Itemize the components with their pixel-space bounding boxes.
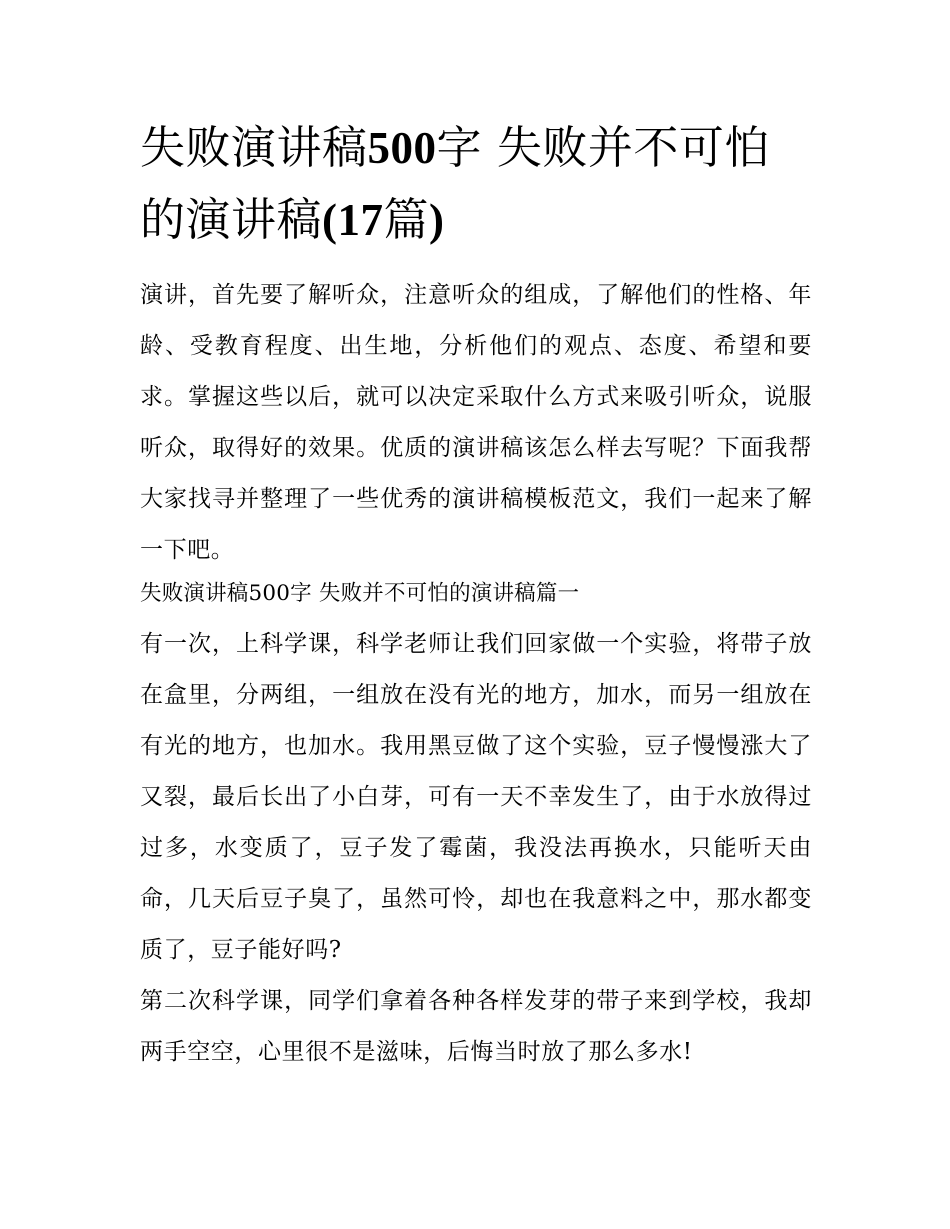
body-paragraph-2: 第二次科学课，同学们拿着各种各样发芽的带子来到学校，我却两手空空，心里很不是滋味，后悔当时放了那么多水! bbox=[140, 988, 812, 1065]
intro-paragraph: 演讲，首先要了解听众，注意听众的组成，了解他们的性格、年龄、受教育程度、出生地，分析他们的观点、态度、希望和要求。掌握这些以后，就可以决定采取什么方式来吸引听众，说服听众，取得好的效果。优质的演讲稿该怎么样去写呢？下面我帮大家找寻并整理了一些优秀的演讲稿模板范文，我们一起来了解一下吧。 bbox=[140, 282, 812, 563]
section-heading: 失败演讲稿500字 失败并不可怕的演讲稿篇一 bbox=[140, 581, 580, 606]
document-body bbox=[140, 112, 812, 1078]
body-paragraph-1: 有一次，上科学课，科学老师让我们回家做一个实验，将带子放在盒里，分两组，一组放在没有光的地方，加水，而另一组放在有光的地方，也加水。我用黑豆做了这个实验，豆子慢慢涨大了又裂，最后长出了小白芽，可有一天不幸发生了，由于水放得过过多，水变质了，豆子发了霉菌，我没法再换水，只能听天由命，几天后豆子臭了，虽然可怜，却也在我意料之中，那水都变质了，豆子能好吗? bbox=[140, 631, 812, 963]
document-title: 失败演讲稿500字 失败并不可怕的演讲稿(17篇) bbox=[140, 121, 770, 246]
